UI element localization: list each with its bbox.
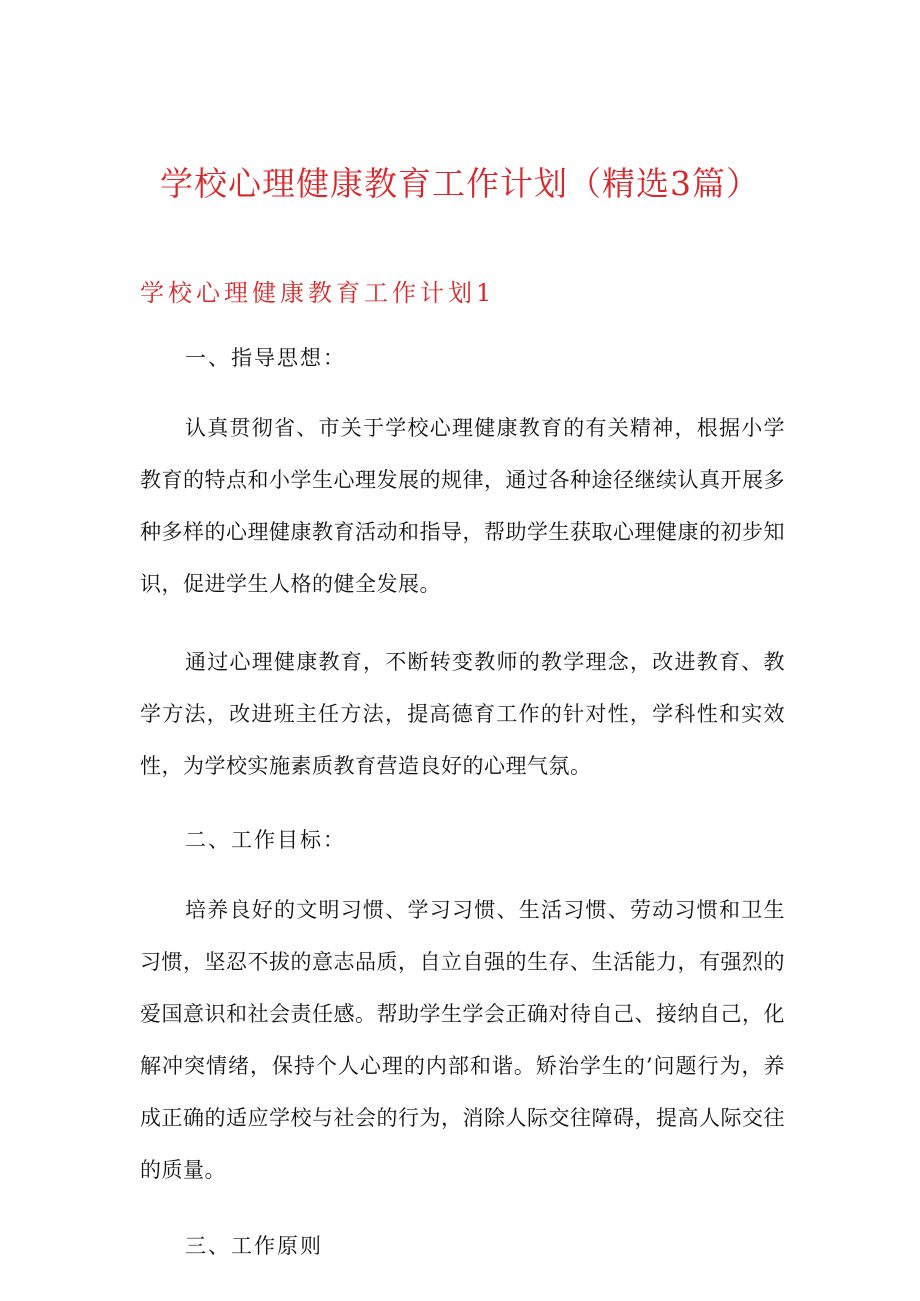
document-title: 学校心理健康教育工作计划（精选3篇） (160, 164, 760, 203)
paragraph: 认真贯彻省、市关于学校心理健康教育的有关精神，根据小学教育的特点和小学生心理发展的规律，通过各种途径继续认真开展多种多样的心理健康教育活动和指导，帮助学生获取心理健康的初步知识，促进学生人格的健全发展。 (140, 416, 785, 596)
heading-guiding-ideology: 一、指导思想： (185, 346, 346, 370)
heading-work-goals: 二、工作目标： (185, 828, 346, 852)
document-body (140, 340, 785, 1264)
heading-work-principles: 三、工作原则 (185, 1234, 323, 1258)
section-title: 学校心理健康教育工作计划1 (140, 279, 496, 307)
paragraph: 培养良好的文明习惯、学习习惯、生活习惯、劳动习惯和卫生习惯，坚忍不拔的意志品质，自立自强的生存、生活能力，有强烈的爱国意识和社会责任感。帮助学生学会正确对待自己、接纳自己，化解冲突情绪，保持个人心理的内部和谐。矫治学生的’问题行为，养成正确的适应学校与社会的行为，消除人际交往障碍，提高人际交往的质量。 (140, 898, 785, 1182)
paragraph: 通过心理健康教育，不断转变教师的教学理念，改进教育、教学方法，改进班主任方法，提高德育工作的针对性，学科性和实效性，为学校实施素质教育营造良好的心理气氛。 (140, 650, 785, 778)
